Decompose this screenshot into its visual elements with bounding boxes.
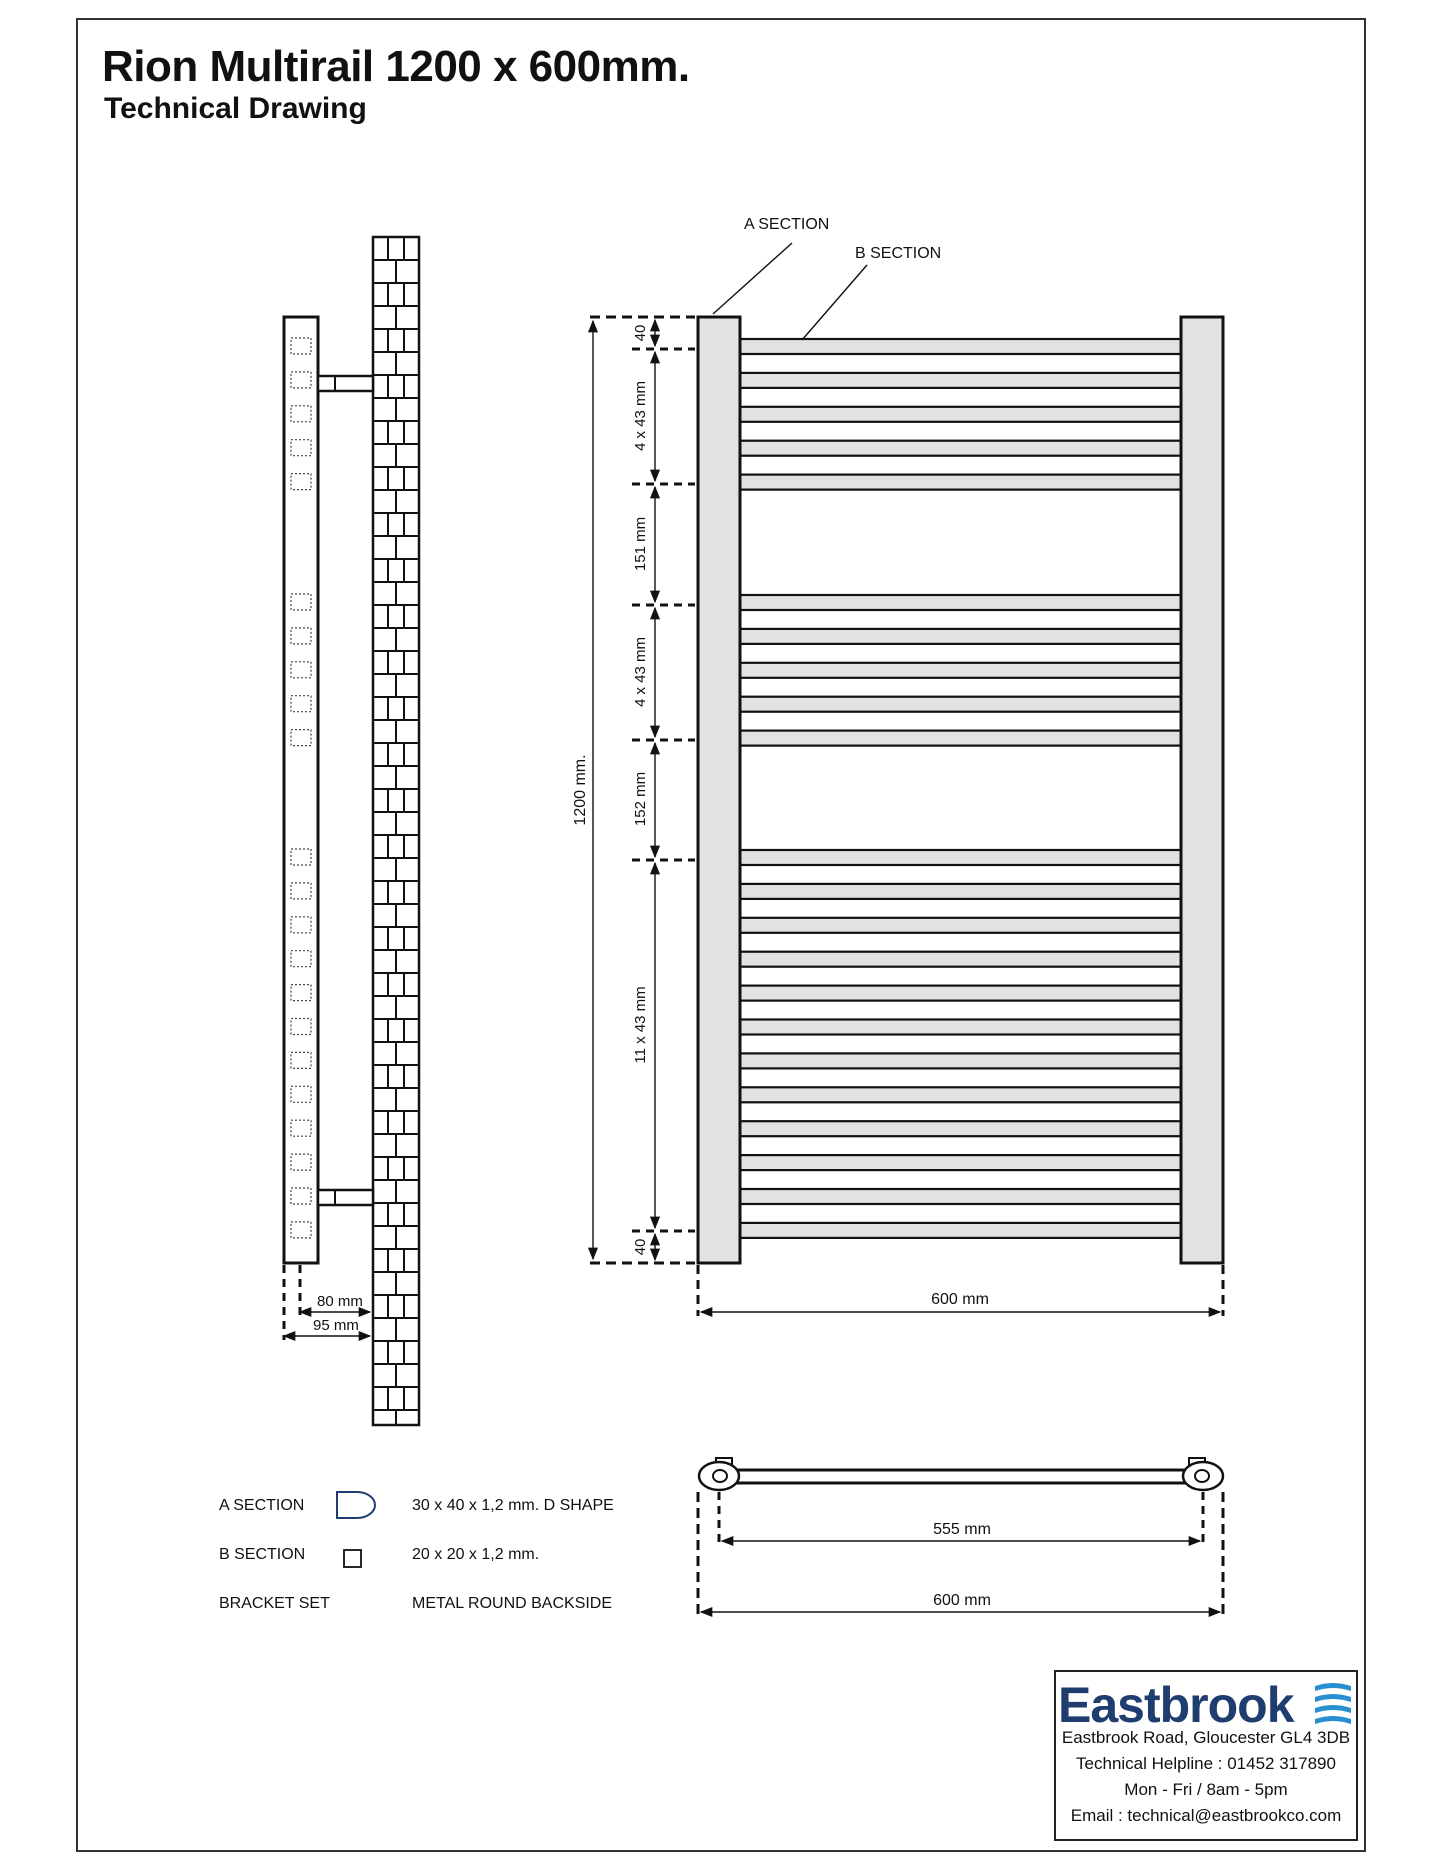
side-view: [284, 237, 419, 1425]
depth-80-label: 80 mm: [317, 1293, 363, 1310]
front-rail-11: [740, 850, 1181, 865]
side-rail-section-13: [291, 917, 311, 933]
overall-width-label: 600 mm: [931, 1291, 989, 1308]
front-rail-9: [740, 697, 1181, 712]
side-rail-section-11: [291, 849, 311, 865]
side-rail-section-4: [291, 440, 311, 456]
group2-label: 4 x 43 mm: [632, 636, 649, 708]
front-rail-17: [740, 1053, 1181, 1068]
front-rail-12: [740, 884, 1181, 899]
group3-label: 11 x 43 mm: [632, 986, 649, 1064]
legend-key-a: A SECTION: [219, 1497, 305, 1514]
side-rail-section-9: [291, 696, 311, 712]
plan-view: [698, 1458, 1223, 1616]
company-logo: [1058, 1670, 1358, 1733]
front-rail-19: [740, 1121, 1181, 1136]
bracket-centres-label: 555 mm: [933, 1521, 991, 1538]
front-rail-2: [740, 373, 1181, 388]
side-rail-section-12: [291, 883, 311, 899]
right-upright: [1181, 317, 1223, 1263]
opening-hours: Mon - Fri / 8am - 5pm: [1124, 1780, 1288, 1799]
page-subtitle: Technical Drawing: [104, 92, 367, 125]
plan-rail: [735, 1470, 1187, 1483]
legend-value-bracket: METAL ROUND BACKSIDE: [412, 1595, 613, 1612]
page-title: Rion Multirail 1200 x 600mm.: [102, 42, 690, 91]
side-rail-section-21: [291, 1188, 311, 1204]
legend-value-a: 30 x 40 x 1,2 mm. D SHAPE: [412, 1497, 614, 1514]
right-bracket-hole: [1195, 1470, 1209, 1482]
side-rail-section-5: [291, 474, 311, 490]
front-rail-21: [740, 1189, 1181, 1204]
bottom-bracket: [318, 1190, 373, 1205]
brick-wall: [373, 237, 419, 1425]
company-address: Eastbrook Road, Gloucester GL4 3DB: [1061, 1728, 1351, 1747]
side-rail-section-14: [291, 951, 311, 967]
group1-label: 4 x 43 mm: [632, 380, 649, 452]
b-section-callout: B SECTION: [855, 245, 942, 262]
front-rail-8: [740, 663, 1181, 678]
waves-icon: [1313, 1682, 1353, 1724]
front-view: [572, 216, 1223, 1316]
front-rail-5: [740, 475, 1181, 490]
company-name: Eastbrook: [1058, 1677, 1294, 1733]
side-rail-section-16: [291, 1019, 311, 1035]
left-upright: [698, 317, 740, 1263]
front-rail-7: [740, 629, 1181, 644]
front-rail-14: [740, 952, 1181, 967]
side-rail-section-8: [291, 662, 311, 678]
front-rail-1: [740, 339, 1181, 354]
side-rail-section-7: [291, 628, 311, 644]
front-rail-10: [740, 731, 1181, 746]
legend-key-bracket: BRACKET SET: [219, 1595, 330, 1612]
bottom-gap-label: 40: [632, 1238, 649, 1256]
front-rail-16: [740, 1020, 1181, 1035]
side-rail-section-20: [291, 1154, 311, 1170]
legend: [219, 1492, 614, 1612]
front-rails: [740, 339, 1181, 1238]
technical-helpline: Technical Helpline : 01452 317890: [1076, 1754, 1336, 1773]
front-rail-15: [740, 986, 1181, 1001]
legend-value-b: 20 x 20 x 1,2 mm.: [412, 1546, 540, 1563]
side-rail-section-17: [291, 1052, 311, 1068]
side-rail-section-18: [291, 1086, 311, 1102]
overall-height-label: 1200 mm.: [572, 754, 589, 826]
side-rail-section-3: [291, 406, 311, 422]
b-section-leader: [802, 265, 867, 340]
side-rail-section-22: [291, 1222, 311, 1238]
front-rail-6: [740, 595, 1181, 610]
side-rail-section-1: [291, 338, 311, 354]
a-section-leader: [713, 243, 792, 314]
side-rail-section-6: [291, 594, 311, 610]
a-section-callout: A SECTION: [744, 216, 830, 233]
left-bracket-hole: [713, 1470, 727, 1482]
gap1-label: 151 mm: [632, 516, 649, 572]
front-rail-4: [740, 441, 1181, 456]
front-rail-22: [740, 1223, 1181, 1238]
top-bracket: [318, 376, 373, 391]
side-rail-section-19: [291, 1120, 311, 1136]
bracket-overall-label: 600 mm: [933, 1592, 991, 1609]
top-gap-label: 40: [632, 324, 649, 342]
gap2-label: 152 mm: [632, 771, 649, 827]
company-email[interactable]: Email : technical@eastbrookco.com: [1070, 1806, 1342, 1825]
depth-95-label: 95 mm: [313, 1317, 359, 1334]
front-rail-20: [740, 1155, 1181, 1170]
d-shape-icon: [337, 1492, 375, 1518]
square-section-icon: [344, 1550, 361, 1567]
legend-key-b: B SECTION: [219, 1546, 306, 1563]
front-rail-13: [740, 918, 1181, 933]
side-rail-section-15: [291, 985, 311, 1001]
side-rail-section-10: [291, 730, 311, 746]
side-rail-section-2: [291, 372, 311, 388]
front-rail-18: [740, 1087, 1181, 1102]
front-rail-3: [740, 407, 1181, 422]
